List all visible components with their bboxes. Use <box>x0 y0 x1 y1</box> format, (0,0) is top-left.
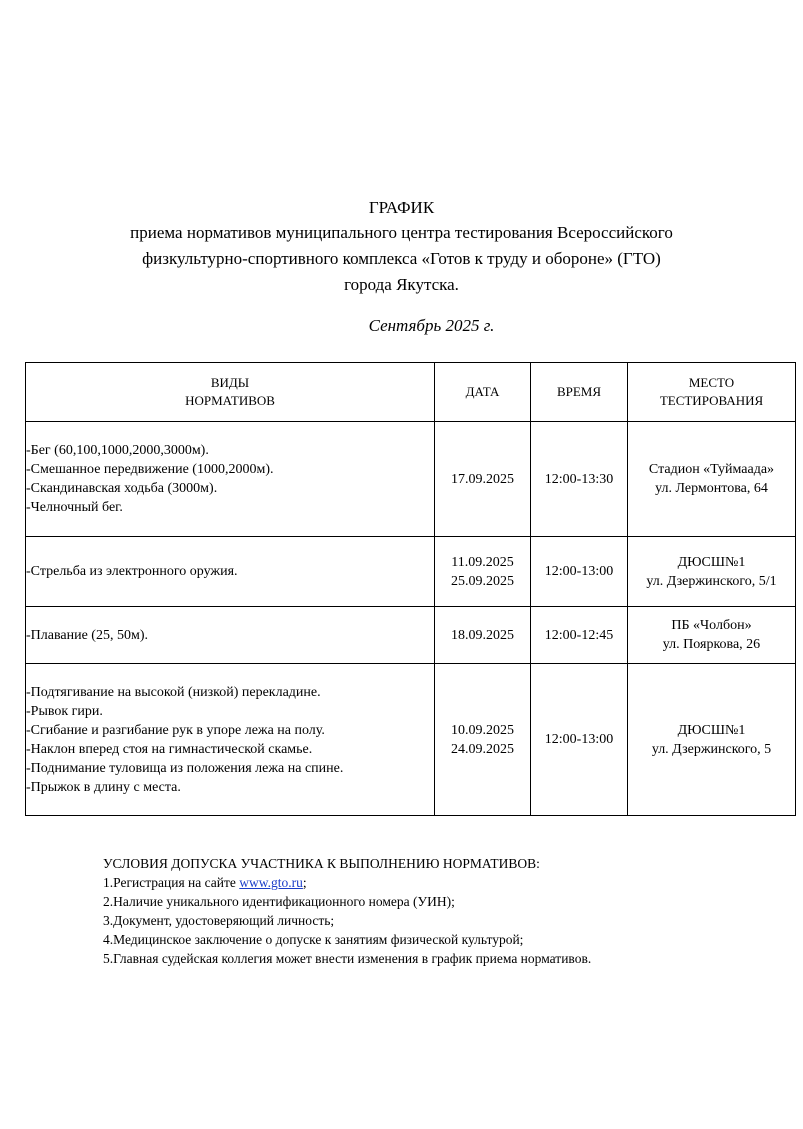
time-cell: 12:00-12:45 <box>531 607 628 664</box>
date-value: 17.09.2025 <box>451 471 514 487</box>
kind-item: -Стрельба из электронного оружия. <box>26 564 238 579</box>
kinds-cell <box>26 537 435 607</box>
conditions-section <box>103 854 591 968</box>
kind-item: -Прыжок в длину с места. <box>26 779 181 795</box>
date-value: 25.09.2025 <box>451 573 514 589</box>
place-name: Стадион «Туймаада» <box>648 462 775 477</box>
place-address: ул. Пояркова, 26 <box>662 637 761 652</box>
date-cell <box>435 422 531 537</box>
condition-item-1-prefix: 1.Регистрация на сайте <box>103 875 240 890</box>
date-cell <box>435 664 531 816</box>
header-place <box>628 363 796 422</box>
condition-item-3: 3.Документ, удостоверяющий личность; <box>103 913 335 928</box>
place-cell <box>628 422 796 537</box>
kinds-cell <box>26 607 435 664</box>
date-cell <box>435 607 531 664</box>
kind-item: -Челночный бег. <box>26 500 123 515</box>
condition-item-1 <box>103 873 591 892</box>
header-time: ВРЕМЯ <box>531 363 628 422</box>
place-cell <box>628 537 796 607</box>
header-kinds <box>26 363 435 422</box>
place-address: ул. Лермонтова, 64 <box>655 481 768 496</box>
date-value: 10.09.2025 <box>451 722 514 738</box>
kind-item: -Бег (60,100,1000,2000,3000м). <box>26 443 209 458</box>
table-header-row <box>26 363 796 422</box>
kinds-cell <box>26 422 435 537</box>
condition-item-4: 4.Медицинское заключение о допуске к занятиям физической культурой; <box>103 932 524 947</box>
schedule-table <box>25 362 796 816</box>
document-title: ГРАФИК <box>368 198 435 217</box>
time-cell: 12:00-13:30 <box>531 422 628 537</box>
kinds-cell <box>26 664 435 816</box>
header-place-line2: ТЕСТИРОВАНИЯ <box>659 393 764 408</box>
date-value: 18.09.2025 <box>451 627 514 643</box>
kind-item: -Поднимание туловища из положения лежа на спине. <box>26 760 344 776</box>
date-value: 11.09.2025 <box>451 554 514 570</box>
header-kinds-line1: ВИДЫ <box>210 375 250 390</box>
place-name: ДЮСШ№1 <box>677 722 746 738</box>
place-name: ПБ «Чолбон» <box>671 618 752 633</box>
condition-item-1-suffix: ; <box>302 875 307 890</box>
header-kinds-line2: НОРМАТИВОВ <box>185 393 275 408</box>
time-cell: 12:00-13:00 <box>531 537 628 607</box>
subtitle-line-3: города Якутска. <box>344 275 459 294</box>
date-cell <box>435 537 531 607</box>
place-address: ул. Дзержинского, 5 <box>651 741 772 757</box>
gto-site-link[interactable]: www.gto.ru <box>239 875 303 890</box>
table-row <box>26 664 796 816</box>
header-date: ДАТА <box>435 363 531 422</box>
kind-item: -Плавание (25, 50м). <box>26 627 148 643</box>
kind-item: -Рывок гири. <box>26 703 103 719</box>
kind-item: -Сгибание и разгибание рук в упоре лежа на полу. <box>26 722 325 738</box>
document-header <box>0 196 803 298</box>
subtitle-line-2: физкультурно-спортивного комплекса «Готов к труду и обороне» (ГТО) <box>142 249 661 268</box>
condition-item-2: 2.Наличие уникального идентификационного номера (УИН); <box>103 894 455 909</box>
time-cell: 12:00-13:00 <box>531 664 628 816</box>
kind-item: -Наклон вперед стоя на гимнастической скамье. <box>26 741 313 757</box>
header-place-line1: МЕСТО <box>688 375 735 390</box>
place-name: ДЮСШ№1 <box>677 554 746 570</box>
place-cell <box>628 664 796 816</box>
date-value: 24.09.2025 <box>451 741 514 757</box>
place-address: ул. Дзержинского, 5/1 <box>646 573 777 589</box>
schedule-month: Сентябрь 2025 г. <box>368 316 495 335</box>
kind-item: -Подтягивание на высокой (низкой) перекладине. <box>26 684 321 700</box>
condition-item-5: 5.Главная судейская коллегия может внести изменения в график приема нормативов. <box>103 951 592 966</box>
table-row <box>26 422 796 537</box>
conditions-title: УСЛОВИЯ ДОПУСКА УЧАСТНИКА К ВЫПОЛНЕНИЮ НОРМАТИВОВ: <box>103 856 540 871</box>
table-row <box>26 537 796 607</box>
kind-item: -Смешанное передвижение (1000,2000м). <box>26 462 274 477</box>
place-cell <box>628 607 796 664</box>
subtitle-line-1: приема нормативов муниципального центра тестирования Всероссийского <box>130 223 673 242</box>
kind-item: -Скандинавская ходьба (3000м). <box>26 481 218 496</box>
table-row <box>26 607 796 664</box>
